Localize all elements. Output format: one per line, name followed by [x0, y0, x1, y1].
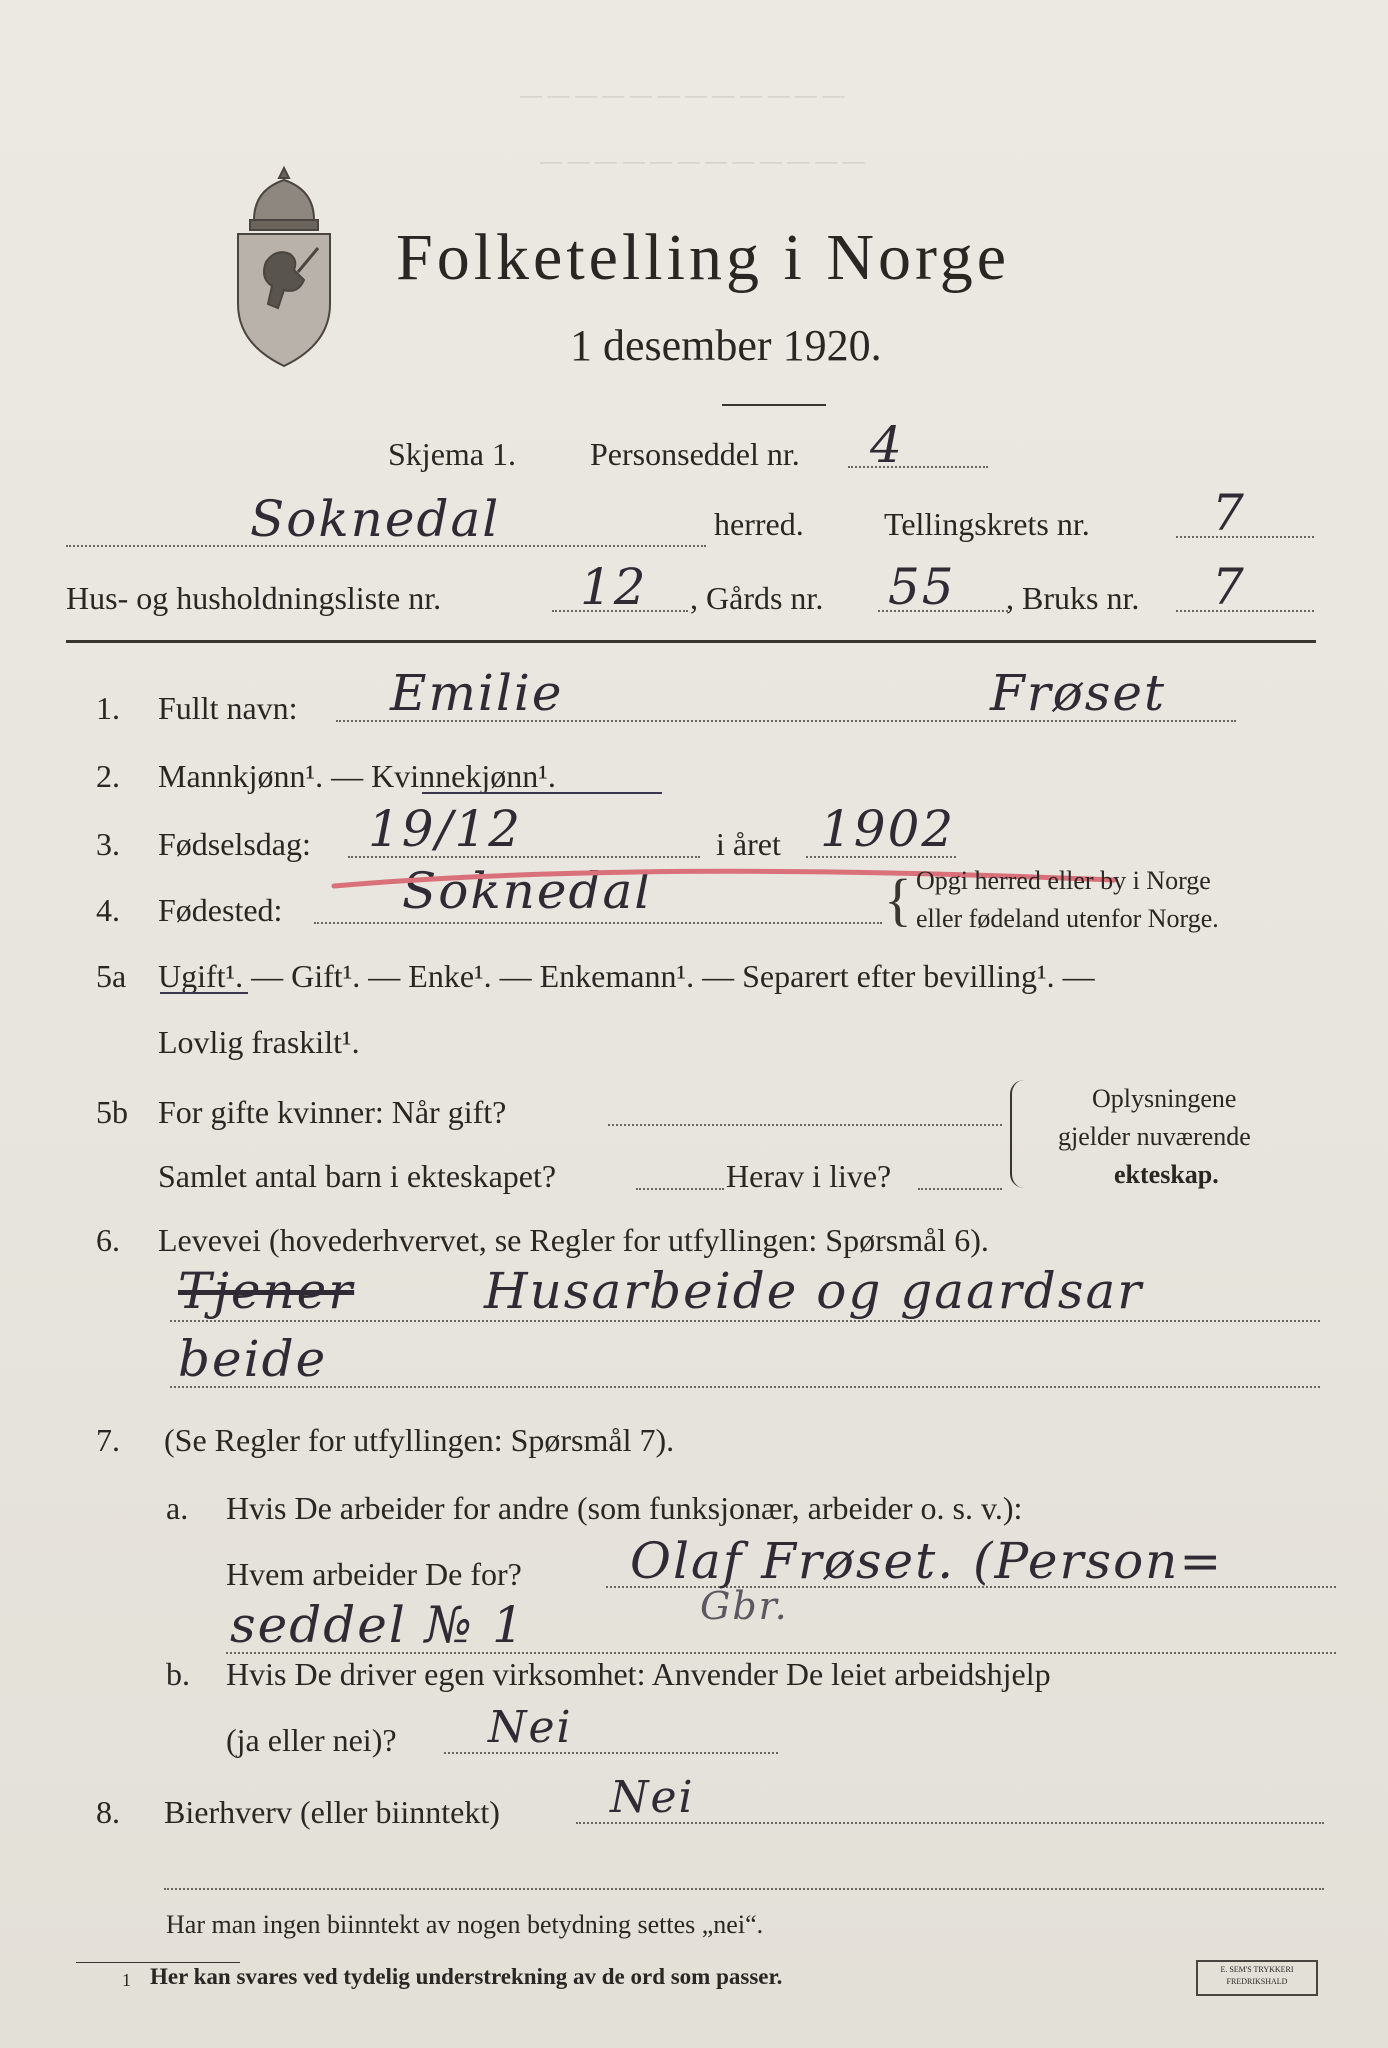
gender-underline — [422, 792, 662, 794]
birthday-value[interactable]: 19/12 — [368, 800, 523, 858]
note-bracket — [1010, 1080, 1026, 1188]
tellingskrets-value[interactable]: 7 — [1212, 484, 1246, 542]
birth-year-label: i året — [716, 826, 781, 862]
last-name-value[interactable]: Frøset — [990, 664, 1167, 722]
form-title: Folketelling i Norge — [396, 221, 1011, 294]
footnote-mark: 1 — [122, 1970, 131, 1990]
bleed-through-text: — — — — — — — — — — — — — [540, 148, 865, 173]
q7b-number: b. — [166, 1656, 190, 1692]
q7a-number: a. — [166, 1490, 189, 1526]
personseddel-value[interactable]: 4 — [870, 416, 904, 474]
marriage-note-line3: ekteskap. — [1114, 1160, 1219, 1189]
q6-number: 6. — [96, 1222, 120, 1258]
side-income-answer[interactable]: Nei — [610, 1772, 695, 1823]
norway-coat-of-arms-icon — [228, 162, 340, 372]
ugift-underline — [160, 992, 248, 994]
birthplace-note-line2: eller fødeland utenfor Norge. — [916, 904, 1219, 933]
birthplace-label: Fødested: — [158, 892, 283, 928]
gards-label: , Gårds nr. — [690, 580, 824, 616]
marriage-note-line1: Oplysningene — [1092, 1084, 1237, 1113]
q3-number: 3. — [96, 826, 120, 862]
q1-number: 1. — [96, 690, 120, 726]
birthplace-value[interactable]: Soknedal — [402, 862, 653, 920]
q7-number: 7. — [96, 1422, 120, 1458]
birthday-label: Fødselsdag: — [158, 826, 311, 862]
employer-label: Hvem arbeider De for? — [226, 1556, 522, 1592]
marital-status-options-line2: Lovlig fraskilt¹. — [158, 1024, 360, 1060]
herred-label: herred. — [714, 506, 804, 542]
own-business-label: Hvis De driver egen virksomhet: Anvender De leiet arbeidshjelp — [226, 1656, 1051, 1692]
q2-number: 2. — [96, 758, 120, 794]
nei-note: Har man ingen biinntekt av nogen betydning settes „nei“. — [166, 1910, 764, 1939]
q5a-number: 5a — [96, 958, 127, 994]
gards-value[interactable]: 55 — [888, 558, 956, 616]
first-name-value[interactable]: Emilie — [390, 664, 564, 722]
marriage-note-line2: gjelder nuværende — [1058, 1122, 1251, 1151]
bleed-through-text: — — — — — — — — — — — — — [520, 82, 845, 107]
schema-label: Skjema 1. — [388, 436, 516, 472]
full-name-label: Fullt navn: — [158, 690, 298, 726]
employer-annotation: Gbr. — [700, 1584, 789, 1628]
husliste-value[interactable]: 12 — [580, 558, 648, 616]
occupation-label: Levevei (hovederhvervet, se Regler for utfyllingen: Spørsmål 6). — [158, 1222, 989, 1258]
printer-stamp-line1: E. SEM'S TRYKKERI — [1220, 1965, 1294, 1974]
birthplace-note-line1: Opgi herred eller by i Norge — [916, 866, 1211, 895]
herred-value[interactable]: Soknedal — [250, 490, 501, 548]
q8-number: 8. — [96, 1794, 120, 1830]
q5b-number: 5b — [96, 1094, 128, 1130]
husliste-label: Hus- og husholdningsliste nr. — [66, 580, 442, 616]
note-brace: { — [884, 867, 912, 932]
personseddel-label: Personseddel nr. — [590, 436, 800, 472]
title-divider — [722, 404, 826, 406]
gender-options: Mannkjønn¹. — Kvinnekjønn¹. — [158, 758, 556, 794]
header-divider — [66, 640, 1316, 643]
employer-answer[interactable]: Olaf Frøset. (Person= — [630, 1532, 1224, 1590]
footnote-rule — [76, 1962, 240, 1963]
footnote-text: Her kan svares ved tydelig understrekning av de ord som passer. — [150, 1964, 783, 1989]
hired-help-answer[interactable]: Nei — [488, 1702, 573, 1753]
occupation-struck: Tjener — [178, 1262, 355, 1320]
hired-help-label: (ja eller nei)? — [226, 1722, 397, 1758]
side-income-label: Bierhverv (eller biinntekt) — [164, 1794, 500, 1830]
children-count-label: Samlet antal barn i ekteskapet? — [158, 1158, 557, 1194]
married-when-label: For gifte kvinner: Når gift? — [158, 1094, 507, 1130]
occupation-answer-line1[interactable]: Husarbeide og gaardsar — [484, 1262, 1144, 1320]
census-date: 1 desember 1920. — [570, 321, 882, 370]
marital-status-options: Ugift¹. — Gift¹. — Enke¹. — Enkemann¹. — Separert efter bevilling¹. — — [158, 958, 1095, 994]
children-alive-label: Herav i live? — [726, 1158, 892, 1194]
birth-year-value[interactable]: 1902 — [820, 800, 956, 858]
tellingskrets-label: Tellingskrets nr. — [884, 506, 1090, 542]
printer-stamp-line2: FREDRIKSHALD — [1226, 1977, 1288, 1986]
bruks-label: , Bruks nr. — [1006, 580, 1140, 616]
printer-stamp — [1196, 1960, 1318, 1996]
occupation-answer-line2[interactable]: beide — [178, 1330, 328, 1388]
bruks-value[interactable]: 7 — [1212, 558, 1246, 616]
employer-answer-line2[interactable]: seddel № 1 — [230, 1596, 526, 1654]
q4-number: 4. — [96, 892, 120, 928]
q7-label: (Se Regler for utfyllingen: Spørsmål 7). — [164, 1422, 675, 1458]
works-for-others-label: Hvis De arbeider for andre (som funksjonær, arbeider o. s. v.): — [226, 1490, 1023, 1526]
